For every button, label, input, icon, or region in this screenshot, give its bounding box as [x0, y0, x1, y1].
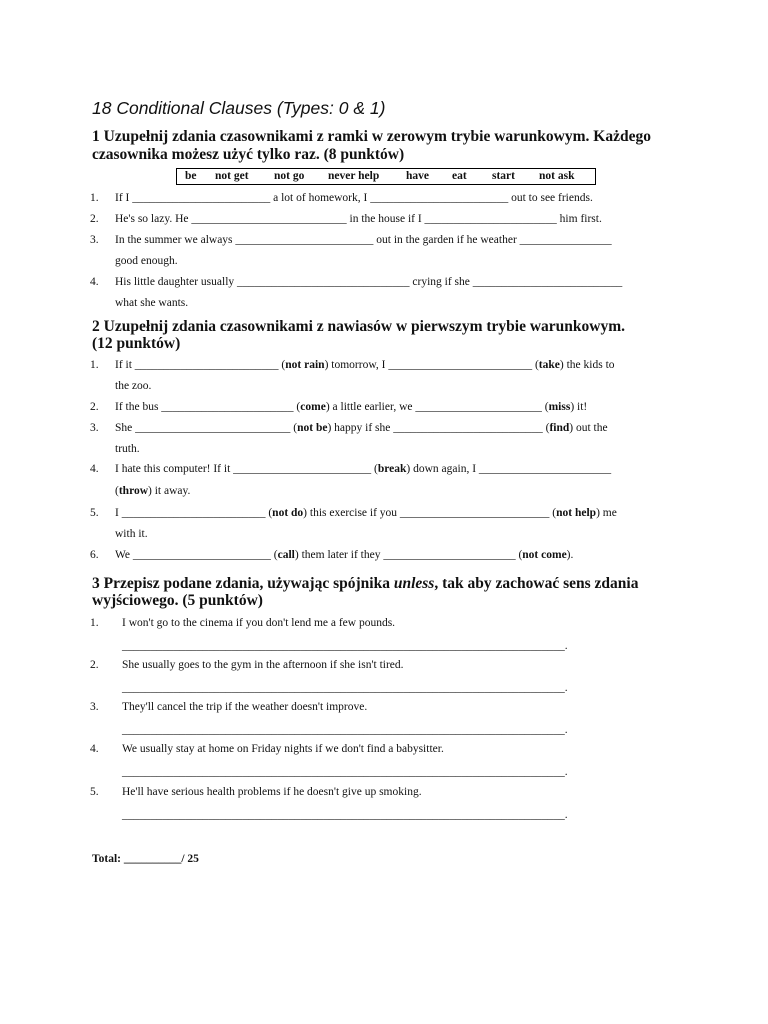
verb-prompt: take [538, 359, 560, 371]
section3-heading-line2: wyjściowego. (5 punktów) [92, 592, 263, 609]
item-text: They'll cancel the trip if the weather doesn't improve. [122, 701, 368, 713]
word-box-item: eat [452, 170, 467, 182]
item-number: 4. [90, 743, 99, 755]
item-number: 1. [90, 192, 99, 204]
item-text-continued: truth. [115, 443, 140, 455]
word-box-item: never help [328, 170, 380, 182]
item-text-continued: (throw) it away. [115, 485, 191, 497]
verb-prompt: find [549, 422, 570, 434]
verb-prompt: come [300, 401, 326, 413]
item-number: 1. [90, 617, 99, 629]
verb-prompt: not rain [285, 359, 325, 371]
item-number: 3. [90, 701, 99, 713]
verb-prompt: miss [548, 401, 571, 413]
item-text: We ________________________ (call) them later if they _______________________ (not come). [115, 549, 574, 561]
item-text-continued: with it. [115, 528, 148, 540]
verb-prompt: break [377, 463, 407, 475]
item-text: She usually goes to the gym in the afternoon if she isn't tired. [122, 659, 404, 671]
item-number: 3. [90, 422, 99, 434]
item-text: If the bus _______________________ (come) a little earlier, we ______________________ (miss) it! [115, 401, 588, 413]
item-number: 2. [90, 401, 99, 413]
word-box-item: be [185, 170, 197, 182]
total-score: Total: __________/ 25 [92, 853, 199, 865]
item-text: He's so lazy. He ___________________________ in the house if I _______________________ him first. [115, 213, 602, 225]
item-number: 2. [90, 659, 99, 671]
item-text: I _________________________ (not do) this exercise if you __________________________ (not help) me [115, 507, 617, 519]
item-text: We usually stay at home on Friday nights if we don't find a babysitter. [122, 743, 444, 755]
item-text: If I ________________________ a lot of homework, I ________________________ out to see friends. [115, 192, 593, 204]
answer-line: _____________________________________________________________________________. [122, 809, 568, 821]
word-box-item: not ask [539, 170, 575, 182]
verb-prompt: not be [297, 422, 328, 434]
verb-prompt: not help [556, 507, 597, 519]
section1-heading-line1: 1 Uzupełnij zdania czasownikami z ramki w zerowym trybie warunkowym. Każdego [92, 128, 651, 145]
item-text: In the summer we always ________________________ out in the garden if he weather ________________ [115, 234, 612, 246]
item-text: I hate this computer! If it ________________________ (break) down again, I _______________________ [115, 463, 612, 475]
item-number: 1. [90, 359, 99, 371]
section3-heading-line1: 3 Przepisz podane zdania, używając spójnika unless, tak aby zachować sens zdania [92, 575, 639, 592]
item-text: His little daughter usually ______________________________ crying if she __________________________ [115, 276, 623, 288]
answer-line: _____________________________________________________________________________. [122, 640, 568, 652]
unless-keyword: unless [393, 575, 435, 592]
item-text-continued: what she wants. [115, 297, 189, 309]
item-text: If it _________________________ (not rain) tomorrow, I _________________________ (take) the kids to [115, 359, 615, 371]
verb-prompt: not do [272, 507, 304, 519]
item-number: 4. [90, 463, 99, 475]
answer-line: _____________________________________________________________________________. [122, 724, 568, 736]
item-text-continued: good enough. [115, 255, 178, 267]
item-number: 6. [90, 549, 99, 561]
item-text: She ___________________________ (not be) happy if she __________________________ (find) out the [115, 422, 608, 434]
verb-prompt: not come [522, 549, 567, 561]
word-box-item: start [492, 170, 515, 182]
item-text-continued: the zoo. [115, 380, 152, 392]
page-title: 18 Conditional Clauses (Types: 0 & 1) [92, 98, 386, 118]
item-number: 4. [90, 276, 99, 288]
verb-prompt: throw [118, 485, 149, 497]
item-number: 3. [90, 234, 99, 246]
verb-word-box [176, 168, 596, 185]
item-number: 2. [90, 213, 99, 225]
verb-prompt: call [277, 549, 295, 561]
section1-heading-line2: czasownika możesz użyć tylko raz. (8 punktów) [92, 146, 405, 163]
answer-line: _____________________________________________________________________________. [122, 682, 568, 694]
item-number: 5. [90, 507, 99, 519]
word-box-item: not get [215, 170, 249, 182]
word-box-item: have [406, 170, 429, 182]
section2-heading-line2: (12 punktów) [92, 335, 181, 352]
word-box-item: not go [274, 170, 305, 182]
section2-heading-line1: 2 Uzupełnij zdania czasownikami z nawiasów w pierwszym trybie warunkowym. [92, 318, 626, 335]
item-text: He'll have serious health problems if he doesn't give up smoking. [122, 786, 422, 798]
item-number: 5. [90, 786, 99, 798]
item-text: I won't go to the cinema if you don't lend me a few pounds. [122, 617, 396, 629]
answer-line: _____________________________________________________________________________. [122, 766, 568, 778]
